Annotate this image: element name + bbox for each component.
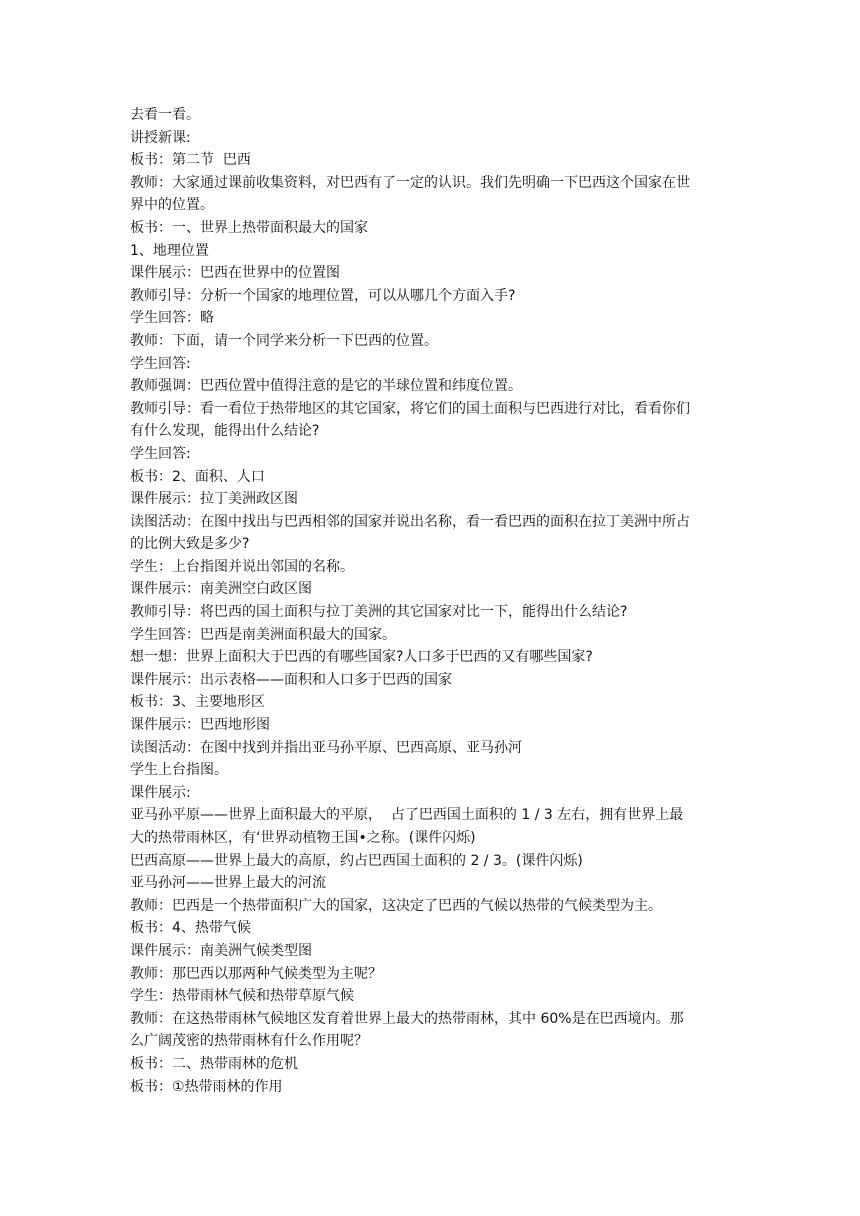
text-line: 学生回答: [130, 355, 191, 372]
text-line: 读图活动：在图中找到并指出亚马孙平原、巴西高原、亚马孙河 [130, 739, 522, 756]
text-line: 亚马孙平原——世界上面积最大的平原， 占了巴西国土面积的 1 / 3 左右，拥有世界上最 [130, 807, 684, 824]
text-line: 教师：巴西是一个热带面积广大的国家，这决定了巴西的气候以热带的气候类型为主。 [130, 897, 662, 914]
text-line: 界中的位置。 [130, 197, 214, 214]
text-line: 教师：那巴西以那两种气候类型为主呢？ [130, 965, 382, 982]
text-line: 教师引导：分析一个国家的地理位置，可以从哪几个方面入手? [130, 287, 516, 304]
text-line: 的比例大致是多少? [130, 536, 250, 553]
text-line: 课件展示：出示表格——面积和人口多于巴西的国家 [130, 671, 452, 688]
text-line: 课件展示：南美洲气候类型图 [130, 942, 312, 959]
text-line: 板书：①热带雨林的作用 [130, 1078, 283, 1095]
text-line: 教师强调：巴西位置中值得注意的是它的半球位置和纬度位置。 [130, 378, 522, 395]
text-line: 板书：3、主要地形区 [130, 694, 265, 711]
text-line: 课件展示：巴西地形图 [130, 717, 270, 734]
lesson-plan-text [130, 104, 750, 1098]
text-line: 板书：2、面积、人口 [130, 468, 265, 485]
text-line: 课件展示：拉丁美洲政区图 [130, 491, 298, 508]
text-line: 大的热带雨林区，有‘世界动植物王国•之称。(课件闪烁) [130, 830, 476, 846]
text-line: 课件展示：巴西在世界中的位置图 [130, 265, 340, 282]
text-line: 1、地理位置 [130, 242, 209, 259]
text-line: 亚马孙河——世界上最大的河流 [130, 875, 326, 892]
text-line: 学生：上台指图并说出邻国的名称。 [130, 558, 354, 575]
text-line: 么广阔茂密的热带雨林有什么作用呢？ [130, 1033, 368, 1050]
text-line: 教师：在这热带雨林气候地区发育着世界上最大的热带雨林，其中 60%是在巴西境内。那 [130, 1010, 684, 1027]
text-line: 课件展示: [130, 784, 191, 801]
text-line: 板书：4、热带气候 [130, 920, 251, 937]
text-line: 板书：一、世界上热带面积最大的国家 [130, 219, 368, 236]
text-line: 教师：下面，请一个同学来分析一下巴西的位置。 [130, 332, 438, 349]
text-line: 课件展示：南美洲空白政区图 [130, 581, 312, 598]
text-line: 学生回答：略 [130, 310, 214, 327]
text-line: 教师：大家通过课前收集资料，对巴西有了一定的认识。我们先明确一下巴西这个国家在世 [130, 174, 690, 191]
text-line: 板书：二、热带雨林的危机 [130, 1055, 298, 1072]
text-line: 讲授新课: [130, 129, 191, 146]
text-line: 学生回答: [130, 445, 191, 462]
text-line: 学生回答：巴西是南美洲面积最大的国家。 [130, 626, 396, 643]
text-line: 有什么发现，能得出什么结论? [130, 423, 320, 440]
text-line: 教师引导：看一看位于热带地区的其它国家，将它们的国土面积与巴西进行对比，看看你们 [130, 400, 690, 417]
text-line: 读图活动：在图中找出与巴西相邻的国家并说出名称，看一看巴西的面积在拉丁美洲中所占 [130, 513, 690, 530]
text-line: 巴西高原——世界上最大的高原，约占巴西国土面积的 2 / 3。(课件闪烁) [130, 852, 583, 869]
text-line: 学生上台指图。 [130, 762, 228, 779]
text-line: 学生：热带雨林气候和热带草原气候 [130, 988, 354, 1005]
text-line: 去看一看。 [130, 107, 200, 123]
text-line: 板书：第二节 巴西 [130, 152, 251, 169]
text-line: 教师引导：将巴西的国土面积与拉丁美洲的其它国家对比一下，能得出什么结论? [130, 604, 628, 621]
text-line: 想一想：世界上面积大于巴西的有哪些国家?人口多于巴西的又有哪些国家? [130, 649, 593, 666]
